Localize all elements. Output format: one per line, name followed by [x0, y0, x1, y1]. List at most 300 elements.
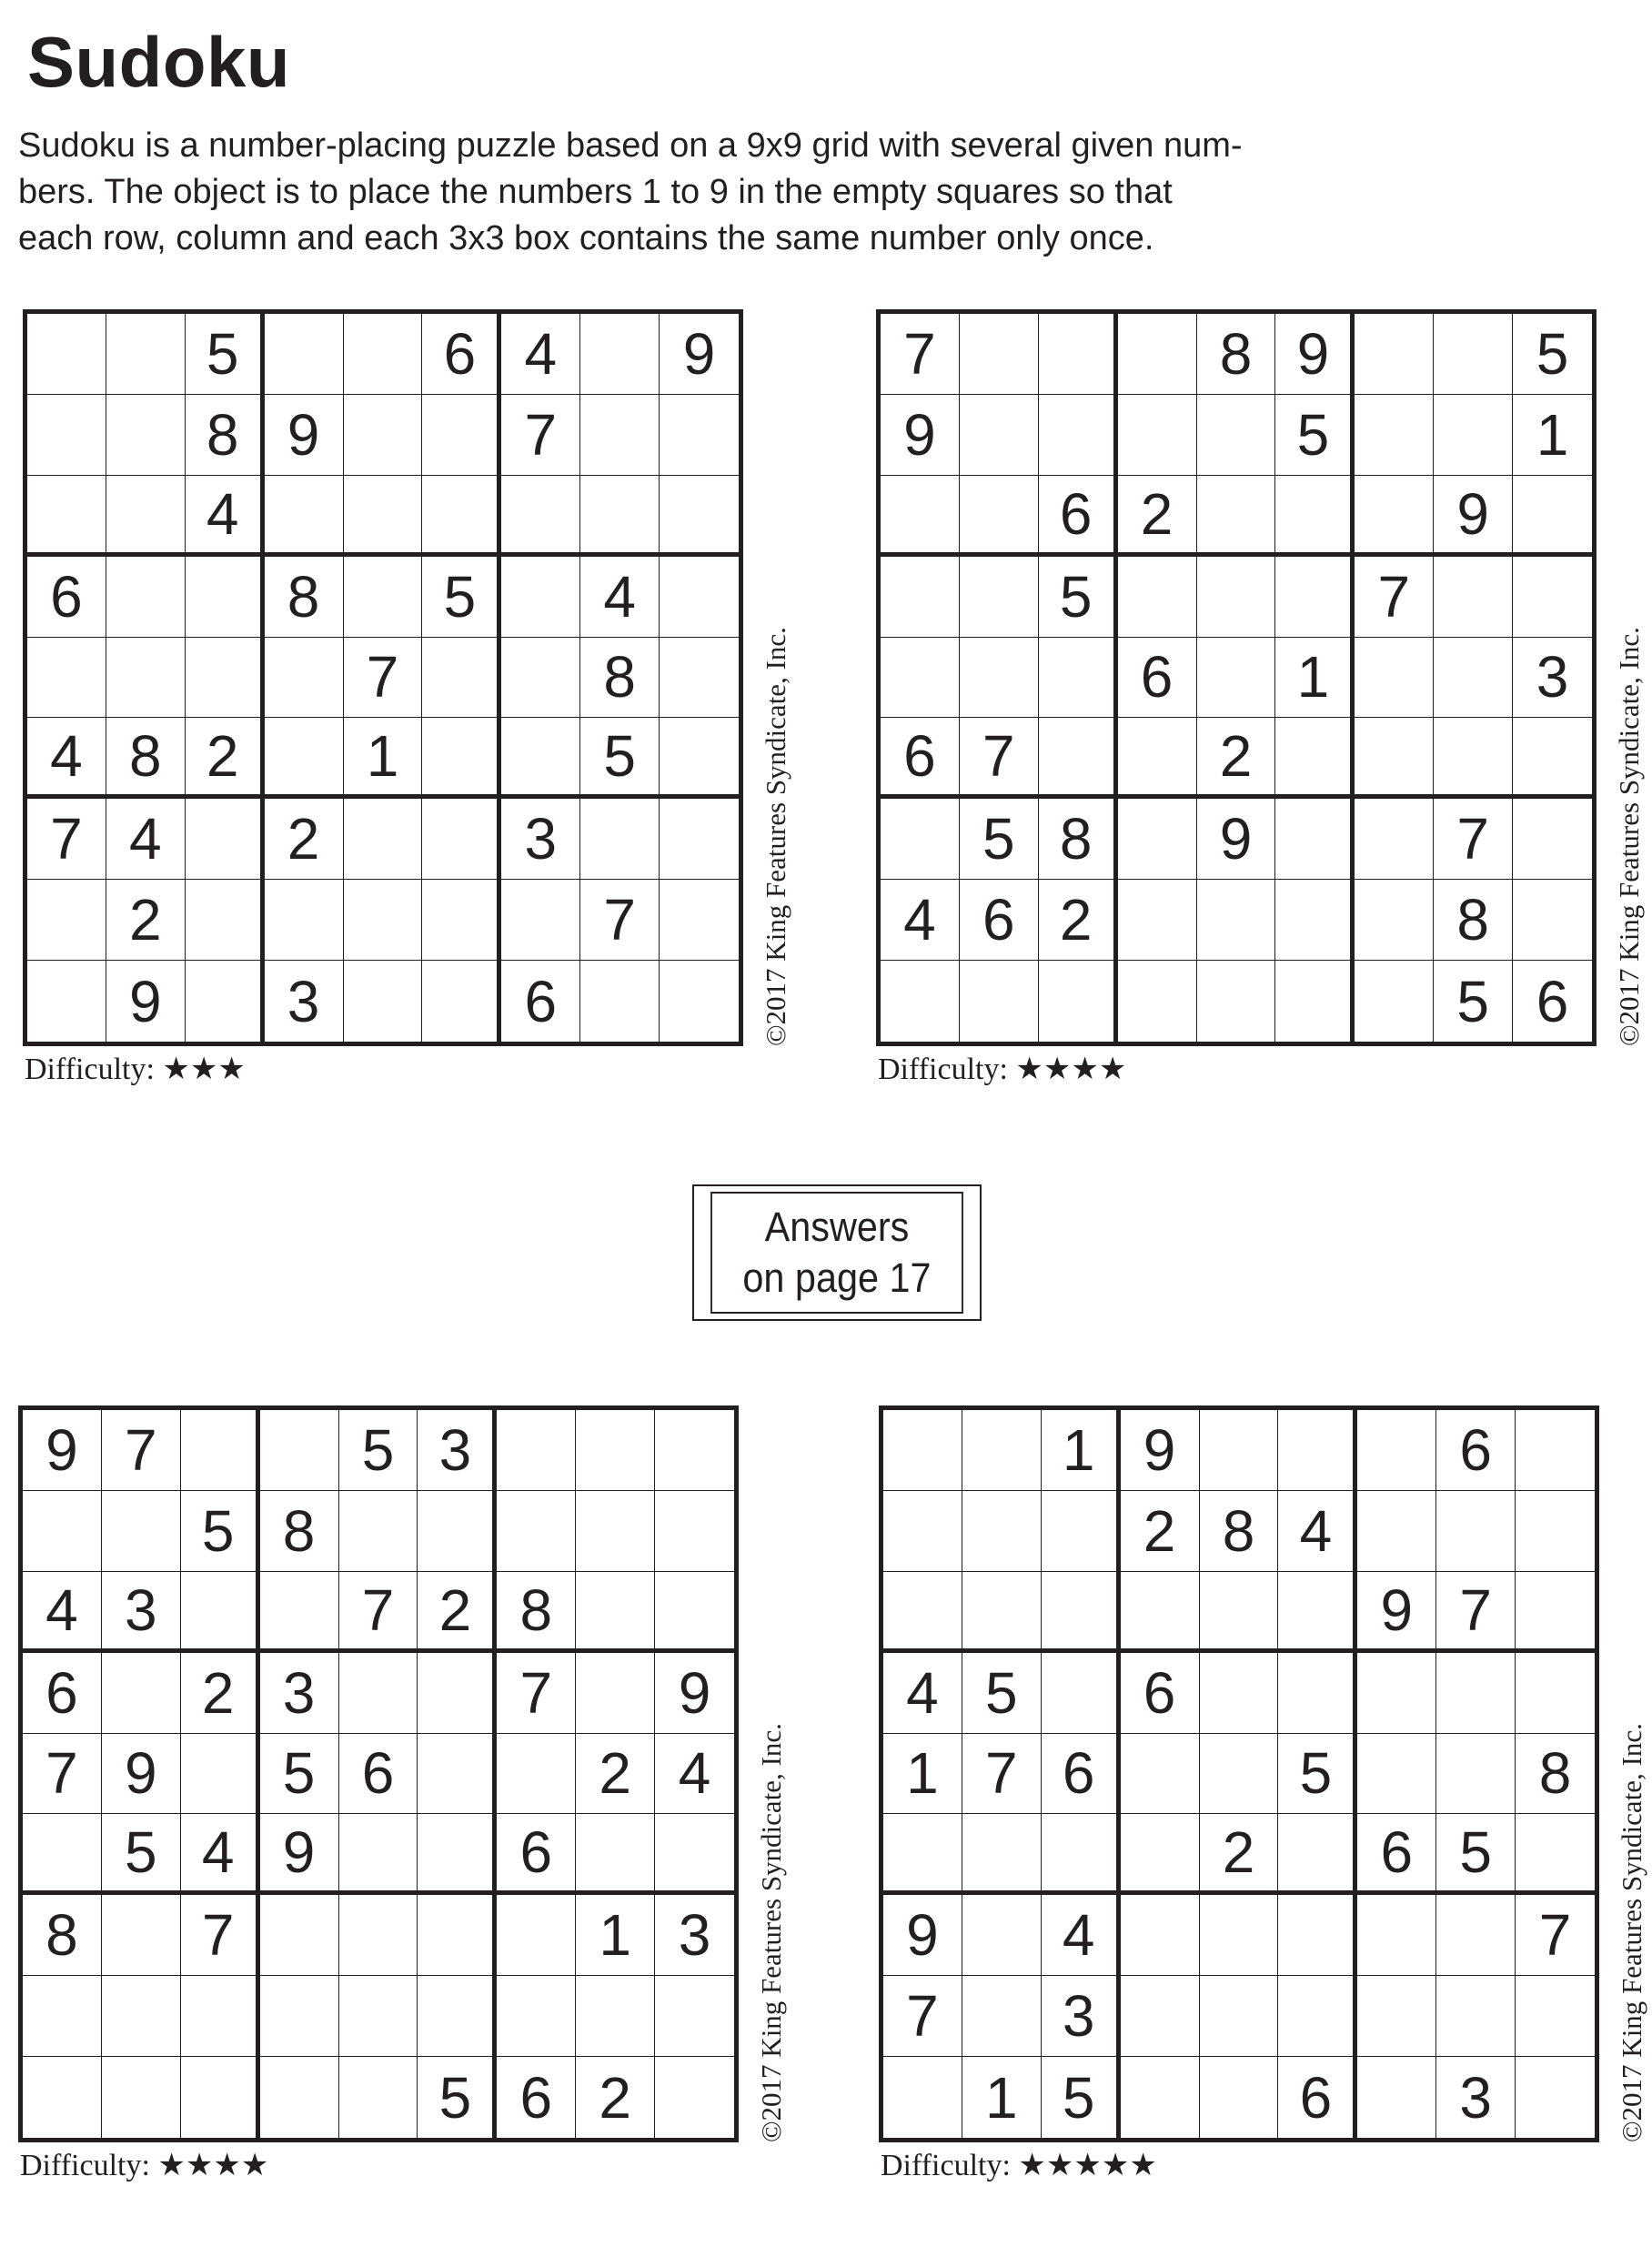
sudoku-cell [1436, 1734, 1516, 1815]
sudoku-cell [501, 880, 580, 961]
sudoku-cell [23, 2057, 102, 2138]
sudoku-cell: 6 [422, 314, 501, 395]
sudoku-cell [27, 395, 106, 476]
sudoku-cell [1355, 961, 1434, 1042]
sudoku-cell [344, 961, 423, 1042]
sudoku-cell: 4 [883, 1653, 962, 1734]
sudoku-cell: 7 [181, 1895, 260, 1976]
answers-line: Answers [764, 1204, 910, 1250]
sudoku-cell [1357, 1410, 1436, 1491]
sudoku-grid [876, 309, 1597, 1046]
sudoku-cell [660, 799, 739, 880]
sudoku-cell: 8 [497, 1572, 576, 1653]
sudoku-cell [881, 638, 960, 719]
sudoku-cell [422, 638, 501, 719]
sudoku-cell [576, 1410, 655, 1491]
sudoku-cell [339, 1814, 418, 1895]
sudoku-cell: 9 [655, 1653, 734, 1734]
sudoku-cell: 8 [1039, 799, 1118, 880]
sudoku-cell [1278, 1410, 1357, 1491]
intro-line: Sudoku is a number-placing puzzle based on a 9x9 grid with several given num- [18, 126, 1243, 165]
sudoku-cell [422, 476, 501, 557]
sudoku-cell: 8 [1434, 880, 1513, 961]
sudoku-cell [344, 557, 423, 638]
sudoku-cell [580, 476, 660, 557]
sudoku-cell: 7 [881, 314, 960, 395]
sudoku-cell [660, 880, 739, 961]
sudoku-cell [260, 1976, 339, 2057]
sudoku-cell [497, 1491, 576, 1572]
intro-line: bers. The object is to place the numbers 1 to 9 in the empty squares so that [18, 173, 1173, 211]
sudoku-cell [1200, 1410, 1279, 1491]
sudoku-cell [186, 557, 265, 638]
sudoku-cell [1200, 2057, 1279, 2138]
sudoku-cell [186, 638, 265, 719]
sudoku-cell: 5 [181, 1491, 260, 1572]
sudoku-cell: 9 [883, 1895, 962, 1976]
sudoku-cell [655, 1814, 734, 1895]
sudoku-cell: 4 [186, 476, 265, 557]
sudoku-cell: 2 [1121, 1491, 1200, 1572]
sudoku-cell [418, 1976, 497, 2057]
sudoku-cell: 4 [501, 314, 580, 395]
sudoku-cell [344, 476, 423, 557]
sudoku-cell [1516, 1653, 1595, 1734]
sudoku-cell [186, 799, 265, 880]
sudoku-cell [260, 1410, 339, 1491]
sudoku-cell [1121, 1734, 1200, 1815]
sudoku-cell [265, 718, 344, 799]
sudoku-cell: 9 [1434, 476, 1513, 557]
sudoku-cell: 9 [1275, 314, 1355, 395]
sudoku-cell [1434, 314, 1513, 395]
sudoku-cell [1516, 1976, 1595, 2057]
sudoku-cell: 8 [265, 557, 344, 638]
difficulty-rating: Difficulty: ★★★ [25, 1053, 246, 1086]
sudoku-cell: 1 [883, 1734, 962, 1815]
sudoku-cell [265, 638, 344, 719]
sudoku-cell [1121, 1572, 1200, 1653]
sudoku-cell [660, 557, 739, 638]
sudoku-cell [1118, 718, 1197, 799]
sudoku-cell [962, 1895, 1042, 1976]
sudoku-cell: 2 [1197, 718, 1276, 799]
sudoku-cell: 2 [265, 799, 344, 880]
sudoku-cell [102, 1653, 181, 1734]
sudoku-cell [1275, 880, 1355, 961]
sudoku-cell [960, 638, 1039, 719]
sudoku-cell: 6 [339, 1734, 418, 1815]
sudoku-cell: 2 [418, 1572, 497, 1653]
sudoku-cell: 7 [883, 1976, 962, 2057]
sudoku-cell: 1 [962, 2057, 1042, 2138]
sudoku-cell [102, 1491, 181, 1572]
sudoku-cell [1357, 1734, 1436, 1815]
sudoku-cell [1513, 476, 1592, 557]
sudoku-cell: 9 [881, 395, 960, 476]
sudoku-cell [1278, 1895, 1357, 1976]
sudoku-cell [580, 314, 660, 395]
sudoku-cell: 2 [181, 1653, 260, 1734]
sudoku-cell [660, 476, 739, 557]
sudoku-cell: 3 [1042, 1976, 1121, 2057]
sudoku-cell [1278, 1814, 1357, 1895]
sudoku-cell: 5 [422, 557, 501, 638]
sudoku-cell: 9 [106, 961, 186, 1042]
sudoku-cell: 1 [1042, 1410, 1121, 1491]
sudoku-cell [883, 2057, 962, 2138]
sudoku-cell: 4 [23, 1572, 102, 1653]
sudoku-cell: 5 [339, 1410, 418, 1491]
sudoku-cell: 9 [102, 1734, 181, 1815]
sudoku-cell [960, 395, 1039, 476]
sudoku-cell [1516, 1572, 1595, 1653]
sudoku-cell [576, 1491, 655, 1572]
sudoku-cell [1118, 557, 1197, 638]
sudoku-cell: 2 [576, 2057, 655, 2138]
sudoku-cell: 1 [1275, 638, 1355, 719]
sudoku-cell [1357, 1653, 1436, 1734]
sudoku-cell [1357, 1491, 1436, 1572]
sudoku-cell: 5 [1434, 961, 1513, 1042]
sudoku-cell [27, 638, 106, 719]
sudoku-cell [265, 314, 344, 395]
sudoku-cell: 3 [1436, 2057, 1516, 2138]
sudoku-cell [655, 1976, 734, 2057]
copyright-notice: ©2017 King Features Syndicate, Inc. [1613, 627, 1645, 1046]
sudoku-cell: 2 [106, 880, 186, 961]
sudoku-cell [576, 1653, 655, 1734]
sudoku-cell: 7 [102, 1410, 181, 1491]
sudoku-cell [962, 1410, 1042, 1491]
sudoku-cell [655, 1572, 734, 1653]
sudoku-cell [339, 1976, 418, 2057]
sudoku-cell [1200, 1653, 1279, 1734]
sudoku-cell [181, 1734, 260, 1815]
sudoku-cell [339, 1491, 418, 1572]
sudoku-cell [418, 1491, 497, 1572]
sudoku-cell: 4 [881, 880, 960, 961]
sudoku-cell [1434, 718, 1513, 799]
sudoku-cell [102, 1976, 181, 2057]
sudoku-cell [1118, 314, 1197, 395]
sudoku-cell: 6 [497, 1814, 576, 1895]
sudoku-cell: 5 [1039, 557, 1118, 638]
sudoku-cell: 8 [1200, 1491, 1279, 1572]
sudoku-cell: 6 [881, 718, 960, 799]
sudoku-cell: 5 [1042, 2057, 1121, 2138]
sudoku-cell [27, 314, 106, 395]
copyright-notice: ©2017 King Features Syndicate, Inc. [755, 1723, 787, 2142]
sudoku-cell: 8 [1197, 314, 1276, 395]
sudoku-cell [23, 1814, 102, 1895]
sudoku-cell [1278, 1976, 1357, 2057]
sudoku-cell [1200, 1734, 1279, 1815]
sudoku-cell [1039, 638, 1118, 719]
sudoku-cell: 4 [181, 1814, 260, 1895]
sudoku-cell [1357, 1976, 1436, 2057]
sudoku-cell [422, 395, 501, 476]
difficulty-rating: Difficulty: ★★★★ [20, 2149, 269, 2182]
difficulty-rating: Difficulty: ★★★★ [878, 1053, 1127, 1086]
sudoku-cell [1355, 314, 1434, 395]
sudoku-cell [580, 961, 660, 1042]
sudoku-cell [1275, 557, 1355, 638]
sudoku-cell [1355, 476, 1434, 557]
sudoku-cell [1042, 1814, 1121, 1895]
sudoku-cell: 2 [1200, 1814, 1279, 1895]
sudoku-cell: 5 [962, 1653, 1042, 1734]
sudoku-cell [580, 799, 660, 880]
sudoku-cell: 4 [106, 799, 186, 880]
sudoku-cell: 9 [1197, 799, 1276, 880]
sudoku-cell: 3 [501, 799, 580, 880]
sudoku-cell [1200, 1572, 1279, 1653]
sudoku-cell: 6 [1039, 476, 1118, 557]
sudoku-cell: 4 [655, 1734, 734, 1815]
sudoku-cell [1434, 638, 1513, 719]
sudoku-cell [1039, 314, 1118, 395]
sudoku-cell [1278, 1572, 1357, 1653]
sudoku-cell [1357, 1895, 1436, 1976]
sudoku-cell [1436, 1491, 1516, 1572]
sudoku-cell [1436, 1653, 1516, 1734]
sudoku-cell [501, 638, 580, 719]
sudoku-grid [18, 1406, 739, 2142]
sudoku-cell: 7 [1355, 557, 1434, 638]
sudoku-cell [1197, 557, 1276, 638]
sudoku-cell [660, 638, 739, 719]
sudoku-cell [339, 1653, 418, 1734]
sudoku-cell: 6 [1278, 2057, 1357, 2138]
sudoku-cell [576, 1976, 655, 2057]
sudoku-cell [501, 557, 580, 638]
sudoku-cell: 5 [1513, 314, 1592, 395]
sudoku-cell [260, 1895, 339, 1976]
sudoku-cell [655, 1410, 734, 1491]
sudoku-cell [1121, 2057, 1200, 2138]
sudoku-grid [879, 1406, 1599, 2142]
sudoku-cell [1355, 718, 1434, 799]
sudoku-cell: 5 [1275, 395, 1355, 476]
sudoku-cell [881, 961, 960, 1042]
sudoku-cell [1039, 718, 1118, 799]
sudoku-cell [881, 557, 960, 638]
sudoku-cell [1197, 395, 1276, 476]
sudoku-cell [1275, 718, 1355, 799]
sudoku-cell [344, 395, 423, 476]
sudoku-cell [883, 1814, 962, 1895]
sudoku-cell [1118, 395, 1197, 476]
sudoku-cell [576, 1814, 655, 1895]
sudoku-cell [1513, 557, 1592, 638]
sudoku-cell: 2 [186, 718, 265, 799]
sudoku-cell [1278, 1653, 1357, 1734]
sudoku-cell [497, 1734, 576, 1815]
sudoku-cell: 6 [960, 880, 1039, 961]
sudoku-cell: 1 [344, 718, 423, 799]
sudoku-cell [418, 1895, 497, 1976]
sudoku-cell: 9 [265, 395, 344, 476]
copyright-notice: ©2017 King Features Syndicate, Inc. [760, 627, 791, 1046]
sudoku-cell: 7 [339, 1572, 418, 1653]
sudoku-cell [1197, 638, 1276, 719]
sudoku-cell [23, 1491, 102, 1572]
sudoku-cell [339, 2057, 418, 2138]
sudoku-cell: 5 [186, 314, 265, 395]
sudoku-cell [27, 880, 106, 961]
sudoku-cell: 8 [260, 1491, 339, 1572]
sudoku-cell: 7 [962, 1734, 1042, 1815]
sudoku-cell [1200, 1976, 1279, 2057]
sudoku-cell: 4 [580, 557, 660, 638]
sudoku-cell: 8 [186, 395, 265, 476]
sudoku-cell [181, 1410, 260, 1491]
sudoku-grid [23, 309, 743, 1046]
sudoku-cell [260, 1572, 339, 1653]
sudoku-cell: 6 [1121, 1653, 1200, 1734]
sudoku-cell [1516, 1491, 1595, 1572]
sudoku-cell [1042, 1491, 1121, 1572]
sudoku-cell: 7 [1516, 1895, 1595, 1976]
sudoku-cell [1039, 395, 1118, 476]
sudoku-cell [497, 1410, 576, 1491]
sudoku-cell: 5 [960, 799, 1039, 880]
sudoku-cell [186, 961, 265, 1042]
sudoku-cell [962, 1491, 1042, 1572]
sudoku-cell [960, 557, 1039, 638]
sudoku-cell: 4 [1278, 1491, 1357, 1572]
sudoku-cell: 2 [576, 1734, 655, 1815]
sudoku-cell [1197, 476, 1276, 557]
sudoku-cell [27, 476, 106, 557]
sudoku-cell [1118, 880, 1197, 961]
sudoku-cell [960, 314, 1039, 395]
intro-text [18, 123, 1328, 262]
sudoku-cell [655, 1491, 734, 1572]
sudoku-cell [576, 1572, 655, 1653]
sudoku-cell: 7 [1436, 1572, 1516, 1653]
sudoku-cell [881, 476, 960, 557]
sudoku-cell [1436, 1976, 1516, 2057]
sudoku-cell: 8 [580, 638, 660, 719]
sudoku-cell [1275, 961, 1355, 1042]
sudoku-cell [1355, 638, 1434, 719]
sudoku-cell [1434, 395, 1513, 476]
answers-box [692, 1184, 982, 1321]
sudoku-cell [655, 2057, 734, 2138]
sudoku-cell [422, 880, 501, 961]
sudoku-cell [1118, 961, 1197, 1042]
sudoku-cell: 3 [655, 1895, 734, 1976]
sudoku-cell [418, 1653, 497, 1734]
sudoku-cell: 2 [1039, 880, 1118, 961]
sudoku-cell [344, 799, 423, 880]
sudoku-cell: 7 [1434, 799, 1513, 880]
sudoku-cell: 4 [27, 718, 106, 799]
sudoku-cell [1434, 557, 1513, 638]
sudoku-cell [883, 1410, 962, 1491]
sudoku-cell: 3 [102, 1572, 181, 1653]
sudoku-cell [883, 1491, 962, 1572]
sudoku-cell [660, 961, 739, 1042]
difficulty-rating: Difficulty: ★★★★★ [881, 2149, 1157, 2182]
sudoku-cell [881, 799, 960, 880]
sudoku-cell [1516, 2057, 1595, 2138]
sudoku-cell [580, 395, 660, 476]
sudoku-cell: 6 [27, 557, 106, 638]
sudoku-cell [106, 476, 186, 557]
sudoku-cell: 6 [1436, 1410, 1516, 1491]
answers-box-inner [710, 1192, 963, 1314]
sudoku-cell: 9 [1357, 1572, 1436, 1653]
sudoku-cell: 9 [23, 1410, 102, 1491]
sudoku-cell [1121, 1976, 1200, 2057]
sudoku-cell [1121, 1814, 1200, 1895]
sudoku-cell: 6 [497, 2057, 576, 2138]
sudoku-cell: 5 [1436, 1814, 1516, 1895]
sudoku-cell [186, 880, 265, 961]
sudoku-cell [1513, 880, 1592, 961]
sudoku-cell: 1 [576, 1895, 655, 1976]
sudoku-cell [265, 476, 344, 557]
sudoku-cell [660, 718, 739, 799]
sudoku-cell [1275, 476, 1355, 557]
sudoku-cell [23, 1976, 102, 2057]
sudoku-cell [1118, 799, 1197, 880]
sudoku-cell [106, 395, 186, 476]
sudoku-cell: 6 [501, 961, 580, 1042]
sudoku-cell: 7 [501, 395, 580, 476]
sudoku-cell: 6 [1357, 1814, 1436, 1895]
sudoku-cell [344, 880, 423, 961]
sudoku-cell: 9 [660, 314, 739, 395]
sudoku-cell [1042, 1572, 1121, 1653]
sudoku-cell [1516, 1814, 1595, 1895]
sudoku-cell [960, 476, 1039, 557]
sudoku-cell: 7 [960, 718, 1039, 799]
sudoku-cell [344, 314, 423, 395]
sudoku-cell: 5 [580, 718, 660, 799]
sudoku-cell [102, 1895, 181, 1976]
sudoku-cell [962, 1572, 1042, 1653]
sudoku-cell: 3 [418, 1410, 497, 1491]
sudoku-cell [1197, 961, 1276, 1042]
sudoku-cell [422, 961, 501, 1042]
sudoku-cell [265, 880, 344, 961]
sudoku-cell [1355, 799, 1434, 880]
sudoku-cell: 7 [580, 880, 660, 961]
sudoku-cell [1200, 1895, 1279, 1976]
sudoku-cell [181, 2057, 260, 2138]
sudoku-cell [27, 961, 106, 1042]
sudoku-cell [181, 1976, 260, 2057]
sudoku-cell [1355, 880, 1434, 961]
sudoku-cell: 6 [1118, 638, 1197, 719]
sudoku-cell [422, 799, 501, 880]
sudoku-cell [497, 1976, 576, 2057]
sudoku-cell: 9 [1121, 1410, 1200, 1491]
sudoku-cell [962, 1976, 1042, 2057]
sudoku-cell: 4 [1042, 1895, 1121, 1976]
sudoku-cell: 5 [1278, 1734, 1357, 1815]
sudoku-cell: 7 [27, 799, 106, 880]
sudoku-cell: 5 [260, 1734, 339, 1815]
sudoku-cell: 8 [106, 718, 186, 799]
sudoku-cell: 7 [23, 1734, 102, 1815]
sudoku-cell [1516, 1410, 1595, 1491]
sudoku-cell [102, 2057, 181, 2138]
